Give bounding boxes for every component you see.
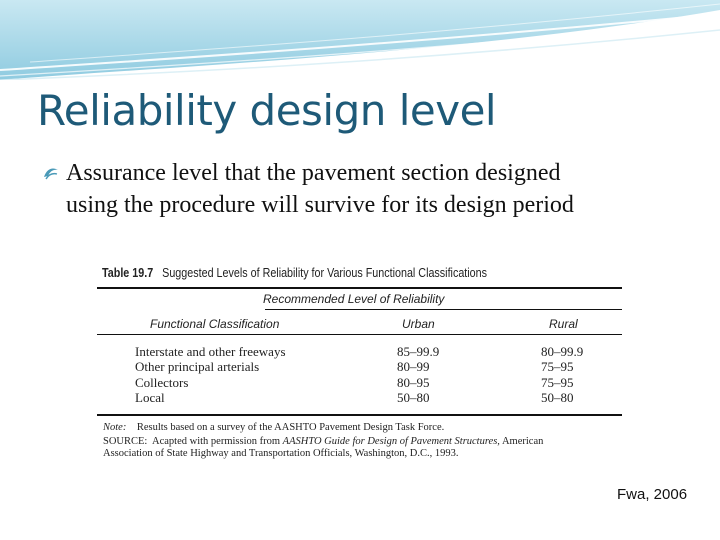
row-3-urban: 80–95 — [397, 375, 430, 390]
spanner-rule — [265, 309, 622, 310]
note-text: Results based on a survey of the AASHTO Pavement Design Task Force. — [136, 422, 445, 433]
table-note — [103, 422, 444, 433]
row-2-classification: Other principal arterials — [135, 359, 260, 374]
header-rule — [97, 334, 622, 335]
table-top-rule — [97, 287, 622, 289]
table-caption-number: Table 19.7 — [102, 266, 154, 280]
row-2-urban: 80–99 — [397, 359, 430, 374]
row-1-urban: 85–99.9 — [397, 344, 440, 359]
column-header-classification: Functional Classification — [150, 317, 280, 331]
source-text-start: Acapted with permission from — [152, 436, 283, 447]
table-bottom-rule — [97, 414, 622, 416]
column-header-rural: Rural — [549, 317, 578, 331]
table-source — [103, 436, 543, 447]
source-text-end: American — [499, 436, 544, 447]
row-4-classification: Local — [135, 390, 165, 405]
source-label: SOURCE: — [103, 436, 148, 447]
bullet-text-line-2: using the procedure will survive for its design period — [66, 192, 574, 218]
reliability-table-figure — [97, 262, 623, 462]
table-caption-text: Suggested Levels of Reliability for Various Functional Classifications — [162, 266, 488, 280]
row-2-rural: 75–95 — [541, 359, 574, 374]
row-3-rural: 75–95 — [541, 375, 574, 390]
row-4-urban: 50–80 — [397, 390, 430, 405]
slide-title: Reliability design level — [37, 86, 497, 135]
bullet-text-line-1: Assurance level that the pavement section designed — [66, 160, 561, 186]
row-1-classification: Interstate and other freeways — [135, 344, 286, 359]
header-wave-band — [0, 0, 720, 80]
table-caption — [102, 266, 487, 280]
bullet-swirl-icon — [42, 165, 60, 181]
table-source-line-2: Association of State Highway and Transportation Officials, Washington, D.C., 1993. — [103, 448, 459, 459]
row-3-classification: Collectors — [135, 375, 189, 390]
row-4-rural: 50–80 — [541, 390, 574, 405]
note-label: Note: — [103, 422, 127, 433]
row-1-rural: 80–99.9 — [541, 344, 584, 359]
bullet-point — [42, 157, 682, 221]
slide-credit: Fwa, 2006 — [617, 486, 688, 503]
source-text-italic: AASHTO Guide for Design of Pavement Structures, — [282, 436, 500, 447]
table-spanner-header: Recommended Level of Reliability — [263, 292, 445, 306]
column-header-urban: Urban — [402, 317, 435, 331]
